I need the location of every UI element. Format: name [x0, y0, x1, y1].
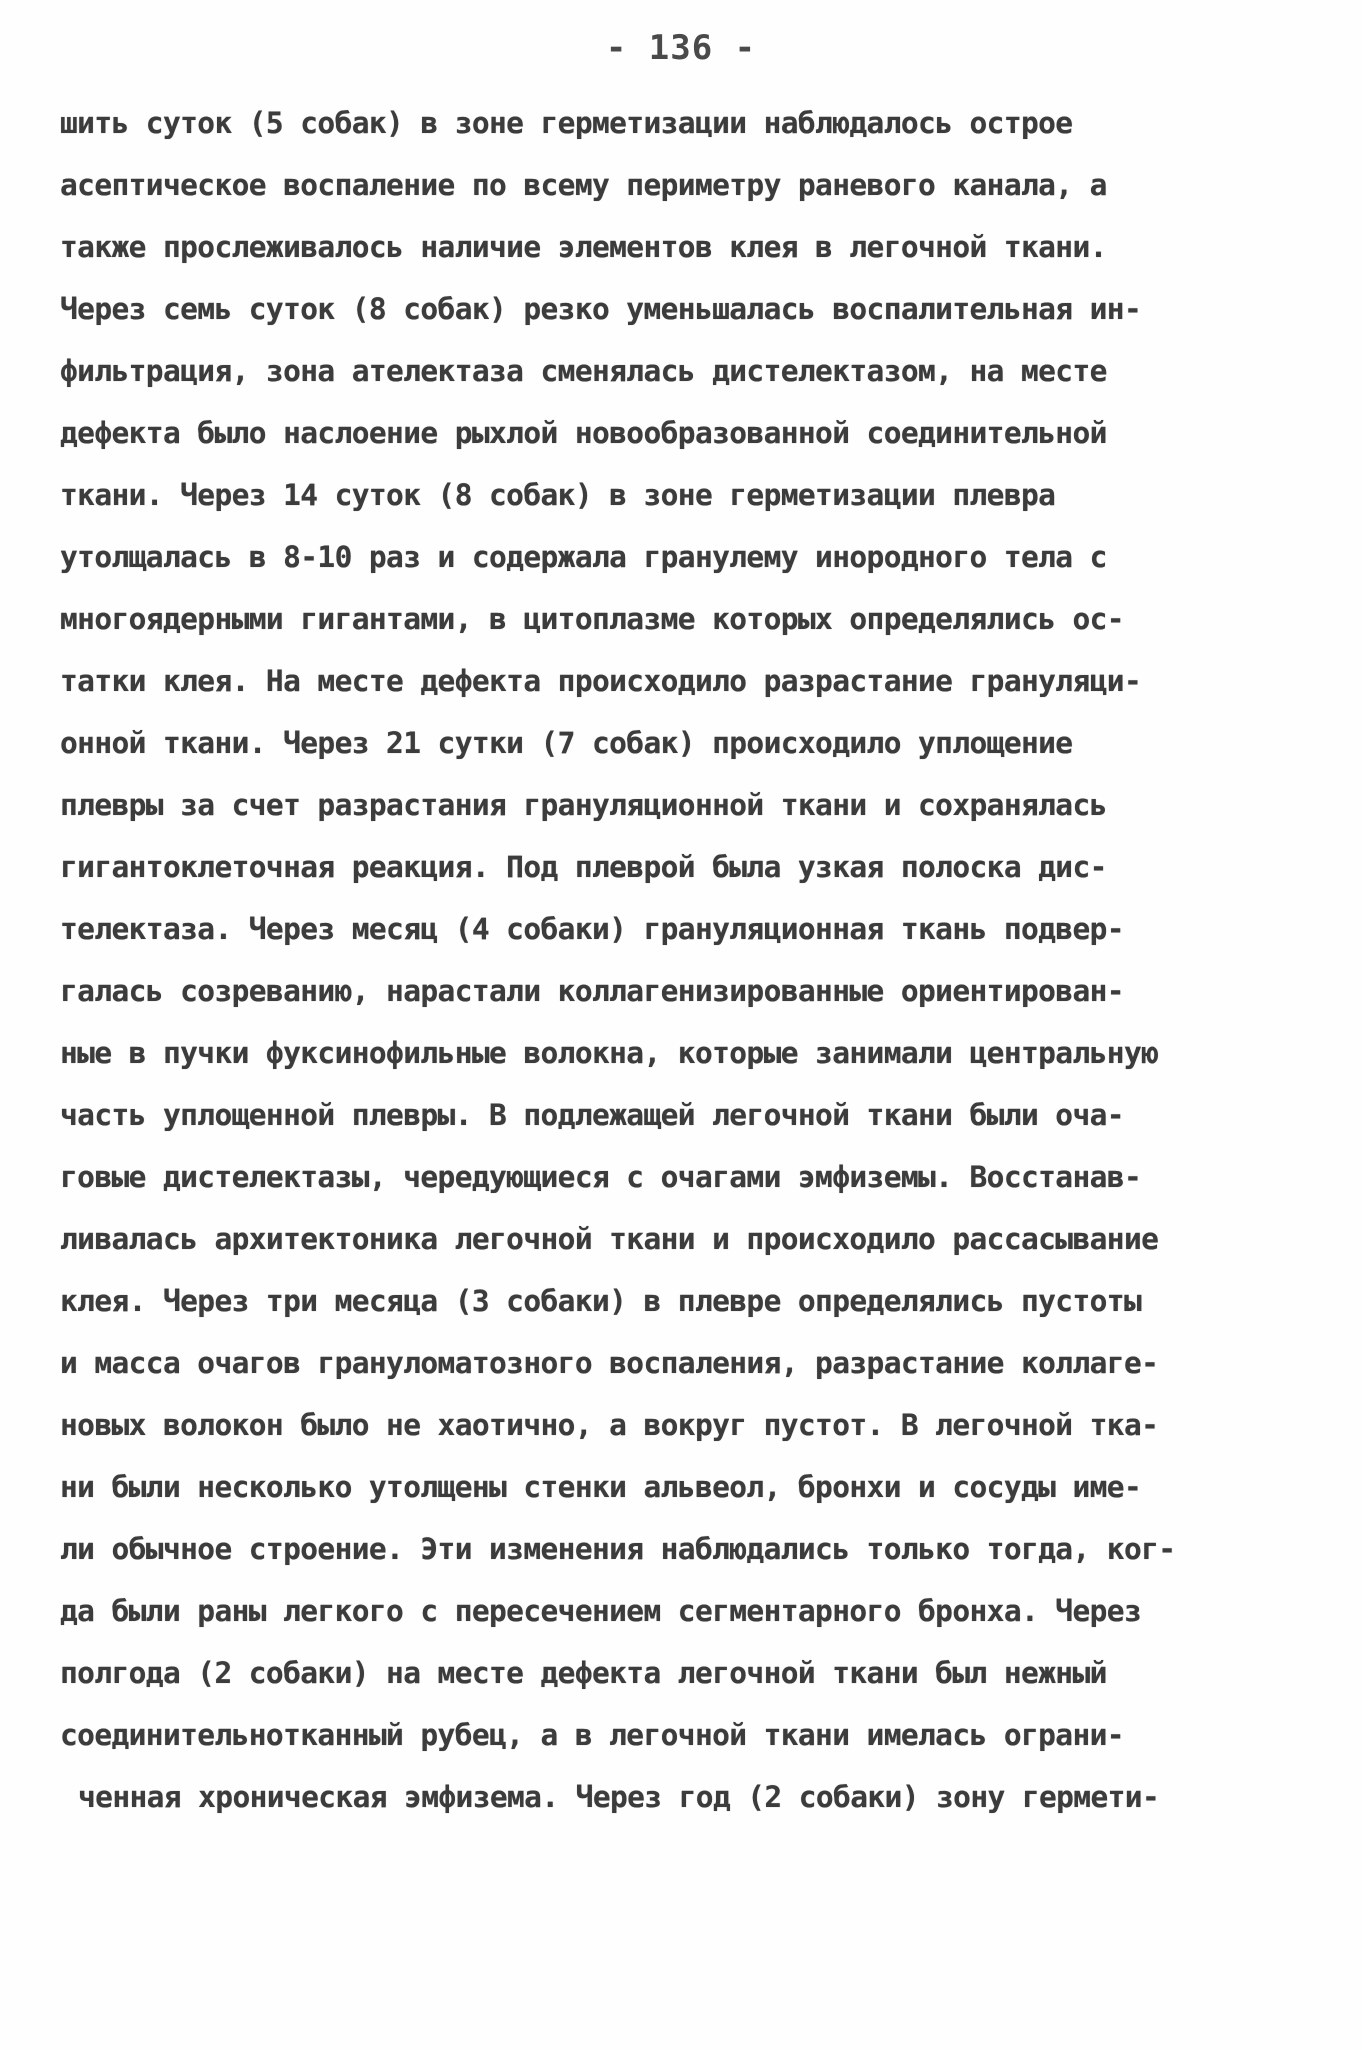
text-line: ченная хроническая эмфизема. Через год (2 собаки) зону гермети- [78, 1780, 1160, 1814]
text-line: телектаза. Через месяц (4 собаки) грануляционная ткань подвер- [60, 912, 1124, 946]
text-line: шить суток (5 собак) в зоне герметизации наблюдалось острое [60, 106, 1073, 140]
text-line: и масса очагов грануломатозного воспаления, разрастание коллаге- [60, 1346, 1159, 1380]
text-line: часть уплощенной плевры. В подлежащей легочной ткани были оча- [60, 1098, 1124, 1132]
text-line: фильтрация, зона ателектаза сменялась дистелектазом, на месте [60, 354, 1107, 388]
text-line: соединительнотканный рубец, а в легочной ткани имелась ограни- [60, 1718, 1124, 1752]
text-line: гигантоклеточная реакция. Под плеврой была узкая полоска дис- [60, 850, 1107, 884]
text-line: говые дистелектазы, чередующиеся с очагами эмфиземы. Восстанав- [60, 1160, 1142, 1194]
text-line: онной ткани. Через 21 сутки (7 собак) происходило уплощение [60, 726, 1073, 760]
text-line: утолщалась в 8-10 раз и содержала гранулему инородного тела с [60, 540, 1107, 574]
text-line: полгода (2 собаки) на месте дефекта легочной ткани был нежный [60, 1656, 1107, 1690]
page-number: - 136 - [605, 28, 757, 68]
text-line: также прослеживалось наличие элементов клея в легочной ткани. [60, 230, 1107, 264]
text-line: клея. Через три месяца (3 собаки) в плевре определялись пустоты [60, 1284, 1142, 1318]
text-line: ли обычное строение. Эти изменения наблюдались только тогда, ког- [60, 1532, 1176, 1566]
text-line: галась созреванию, нарастали коллагенизированные ориентирован- [60, 974, 1124, 1008]
text-line: многоядерными гигантами, в цитоплазме которых определялись ос- [60, 602, 1124, 636]
text-line: дефекта было наслоение рыхлой новообразованной соединительной [60, 416, 1107, 450]
text-line: новых волокон было не хаотично, а вокруг пустот. В легочной тка- [60, 1408, 1159, 1442]
text-line: да были раны легкого с пересечением сегментарного бронха. Через [60, 1594, 1142, 1628]
body-text [60, 92, 1330, 1828]
text-line: Через семь суток (8 собак) резко уменьшалась воспалительная ин- [60, 292, 1142, 326]
text-line: татки клея. На месте дефекта происходило разрастание грануляци- [60, 664, 1142, 698]
text-line: плевры за счет разрастания грануляционной ткани и сохранялась [60, 788, 1107, 822]
text-line: ные в пучки фуксинофильные волокна, которые занимали центральную [60, 1036, 1159, 1070]
text-line: ливалась архитектоника легочной ткани и происходило рассасывание [60, 1222, 1159, 1256]
text-line: ни были несколько утолщены стенки альвеол, бронхи и сосуды име- [60, 1470, 1142, 1504]
text-line: ткани. Через 14 суток (8 собак) в зоне герметизации плевра [60, 478, 1056, 512]
text-line: асептическое воспаление по всему периметру раневого канала, а [60, 168, 1107, 202]
